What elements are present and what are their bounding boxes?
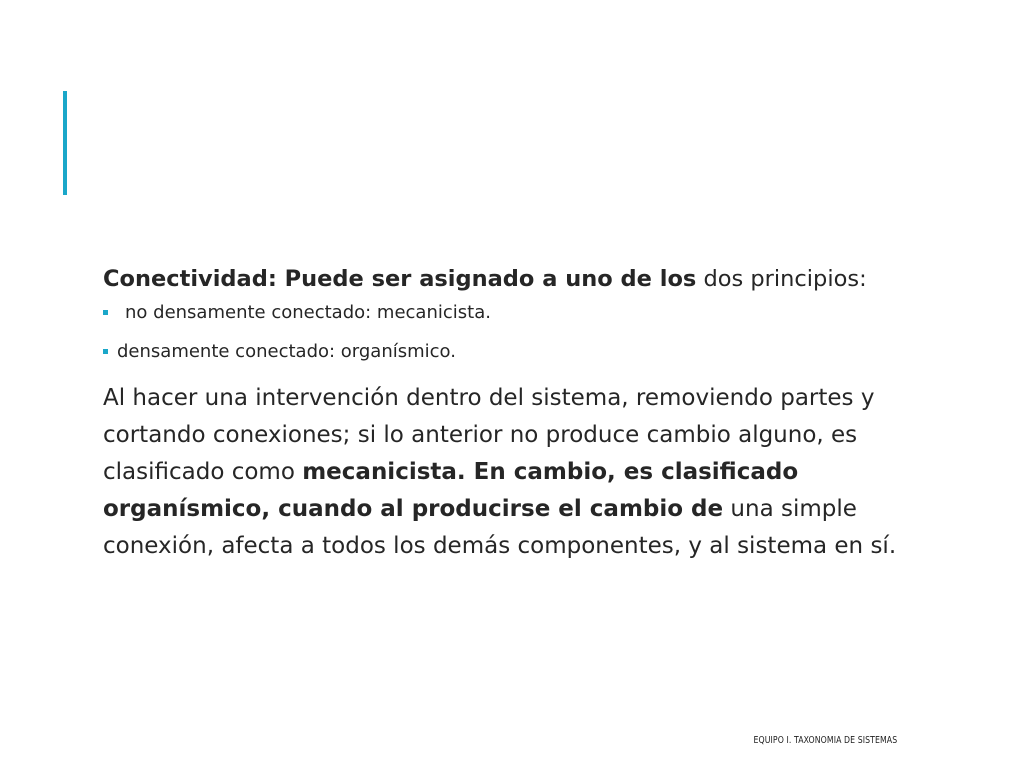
paragraph-part-3: una simple conexión, afecta a todos los demás componentes, y al sistema en sí.	[103, 496, 897, 559]
paragraph-part-1: Al hacer una intervención dentro del sistema, removiendo partes y cortando conexiones; si lo anterior no produce cambio alguno, es clasificado como	[103, 385, 875, 485]
list-item-text: densamente conectado: organísmico.	[117, 341, 456, 362]
slide-footer: EQUIPO I. TAXONOMIA DE SISTEMAS	[753, 735, 897, 746]
connectivity-heading-rest: dos principios:	[696, 266, 867, 292]
paragraph-part-2-bold: mecanicista. En cambio, es clasificado organísmico, cuando al producirse el cambio de	[103, 459, 799, 522]
square-bullet-icon	[103, 349, 108, 354]
list-item	[103, 302, 903, 324]
slide-body	[103, 263, 903, 565]
list-item-text: no densamente conectado: mecanicista.	[125, 302, 491, 323]
connectivity-heading-bold: Conectividad: Puede ser asignado a uno de los	[103, 266, 697, 292]
title-accent-bar	[63, 91, 67, 195]
list-item	[103, 341, 903, 363]
principles-list	[103, 302, 903, 363]
intervention-paragraph	[103, 380, 903, 565]
connectivity-paragraph	[103, 263, 903, 296]
square-bullet-icon	[103, 310, 108, 315]
